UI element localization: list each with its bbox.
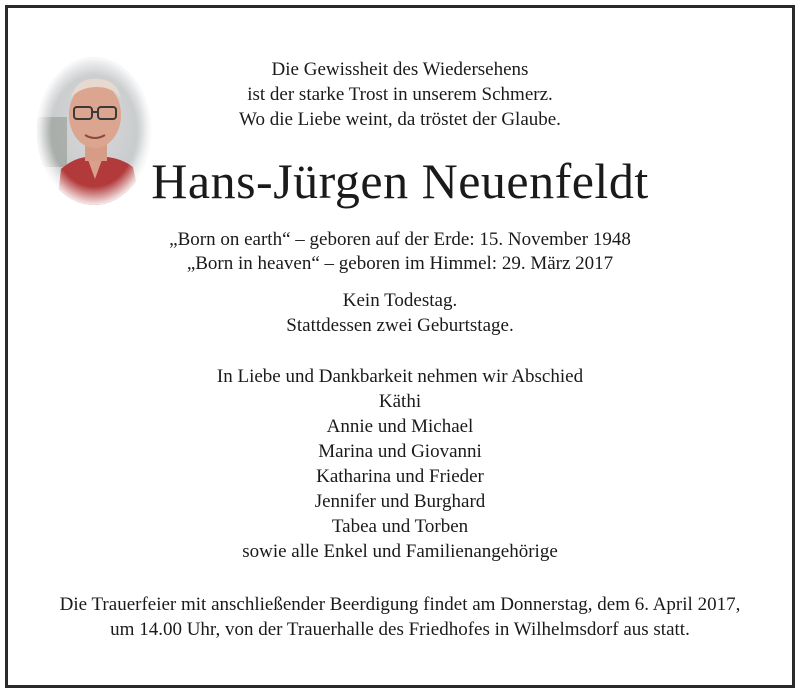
- deceased-name: Hans-Jürgen Neuenfeldt: [151, 153, 649, 209]
- motto-line: Kein Todestag.: [342, 290, 458, 311]
- family-member: Tabea und Torben: [331, 516, 469, 537]
- family-member: Jennifer und Burghard: [314, 491, 486, 512]
- family-member: Käthi: [378, 391, 422, 412]
- death-date-line: „Born in heaven“ – geboren im Himmel: 29. März 2017: [186, 253, 614, 274]
- funeral-info-line: Die Trauerfeier mit anschließender Beerdigung findet am Donnerstag, dem 6. April 2017,: [59, 594, 741, 615]
- birth-date-line: „Born on earth“ – geboren auf der Erde: 15. November 1948: [169, 229, 631, 250]
- verse-line: Die Gewissheit des Wiedersehens: [271, 59, 529, 80]
- family-member: Katharina und Frieder: [316, 466, 484, 487]
- funeral-info-line: um 14.00 Uhr, von der Trauerhalle des Friedhofes in Wilhelmsdorf aus statt.: [110, 619, 690, 640]
- family-member: Marina und Giovanni: [318, 441, 482, 462]
- family-member: sowie alle Enkel und Familienangehörige: [242, 541, 558, 562]
- farewell-line: In Liebe und Dankbarkeit nehmen wir Abschied: [216, 366, 584, 387]
- verse-line: ist der starke Trost in unserem Schmerz.: [247, 84, 553, 105]
- family-member: Annie und Michael: [326, 416, 474, 437]
- motto-line: Stattdessen zwei Geburtstage.: [286, 315, 514, 336]
- verse-line: Wo die Liebe weint, da tröstet der Glaube.: [239, 109, 561, 130]
